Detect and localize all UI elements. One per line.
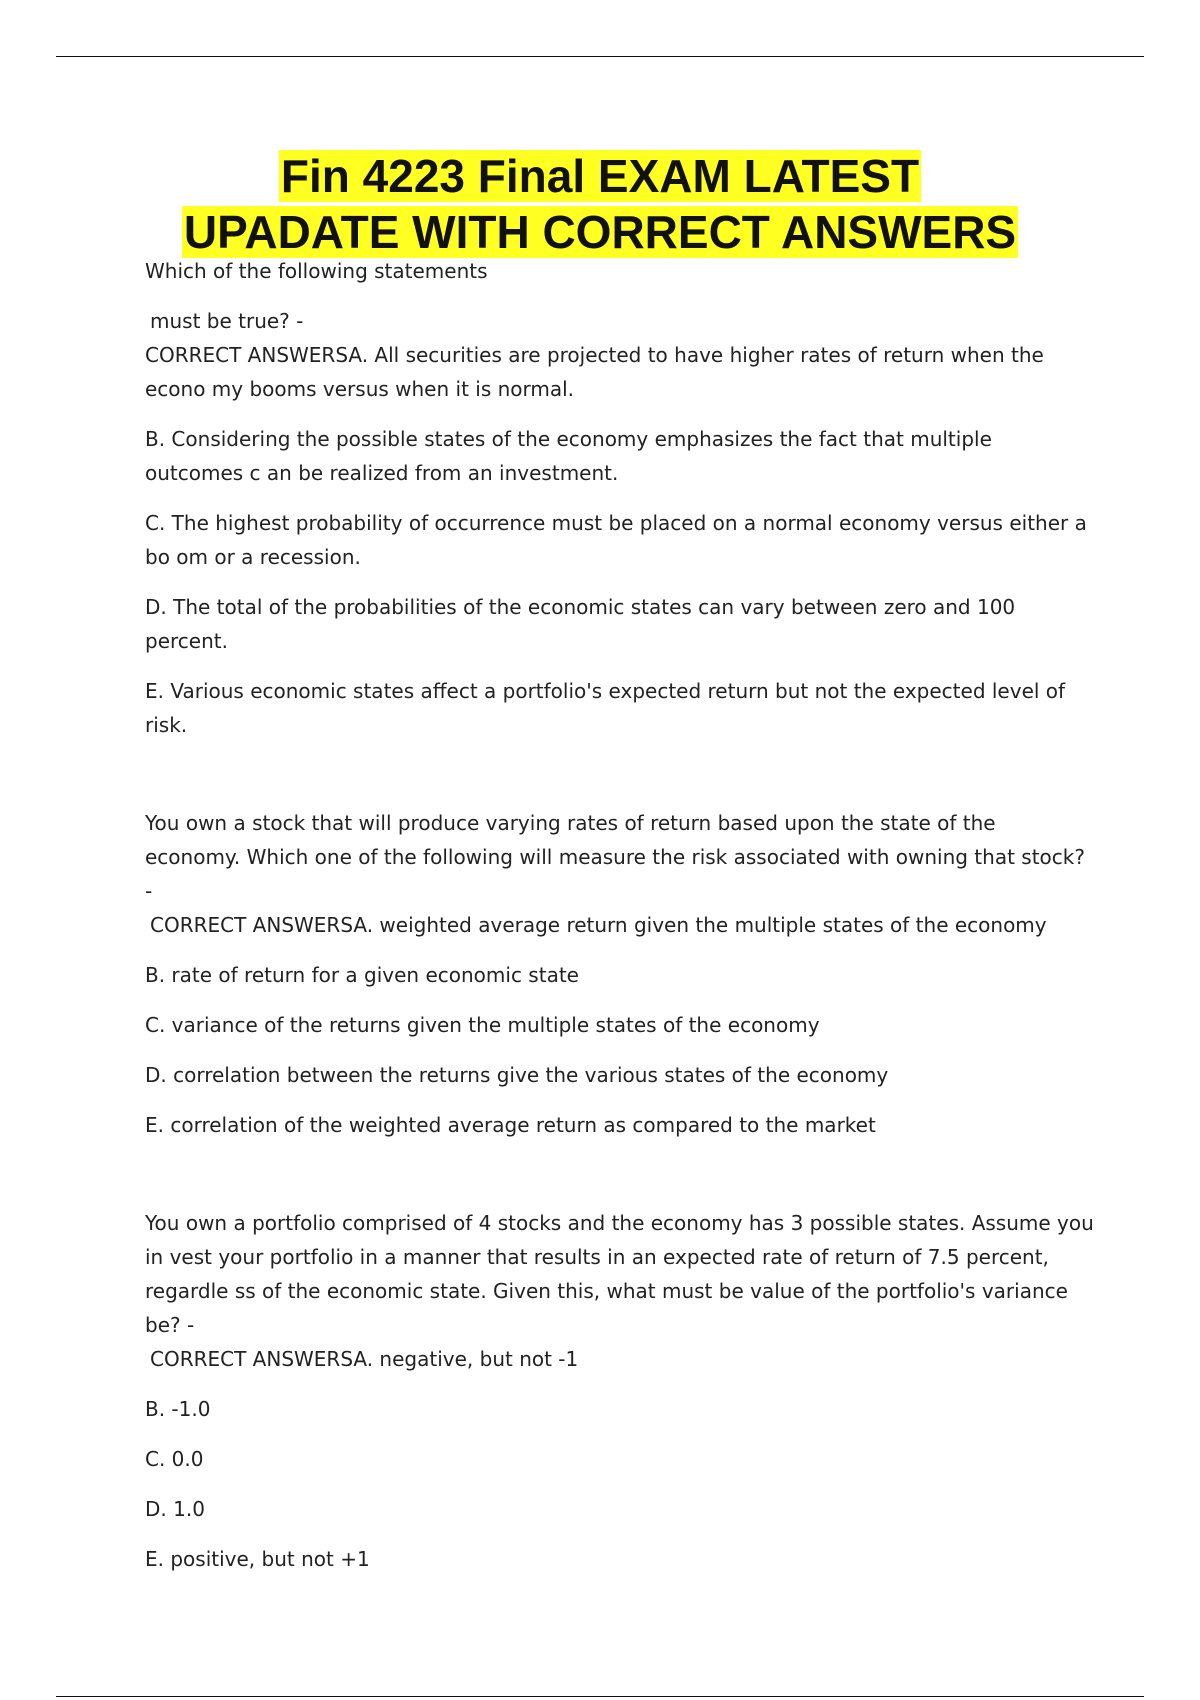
title-line-2: UPADATE WITH CORRECT ANSWERS xyxy=(183,206,1017,258)
question-2-option-d: D. correlation between the returns give the various states of the economy xyxy=(145,1063,889,1087)
question-2-option-b: B. rate of return for a given economic state xyxy=(145,963,579,987)
question-2-option-c: C. variance of the returns given the multiple states of the economy xyxy=(145,1013,820,1037)
question-1-option-b: B. Considering the possible states of the economy emphasizes the fact that multiple outcomes c an be realized from an investment. xyxy=(145,427,992,485)
question-1-option-e: E. Various economic states affect a portfolio's expected return but not the expected level of risk. xyxy=(145,679,1066,737)
question-2-stem: You own a stock that will produce varying rates of return based upon the state of the economy. Which one of the following will measure the risk associated with owning that stock? - xyxy=(145,811,1085,903)
question-1-stem-a: Which of the following statements xyxy=(145,259,488,283)
question-2-option-a: CORRECT ANSWERSA. weighted average return given the multiple states of the economy xyxy=(150,913,1047,937)
question-2-option-e: E. correlation of the weighted average return as compared to the market xyxy=(145,1113,876,1137)
document-body xyxy=(145,254,1095,1592)
question-1-option-a: CORRECT ANSWERSA. All securities are projected to have higher rates of return when the econo my booms versus when it is normal. xyxy=(145,343,1044,401)
question-1-stem-b: must be true? - xyxy=(150,309,304,333)
question-3-option-a: CORRECT ANSWERSA. negative, but not -1 xyxy=(150,1347,579,1371)
question-1-option-c: C. The highest probability of occurrence must be placed on a normal economy versus either a bo om or a recession. xyxy=(145,511,1087,569)
page-title xyxy=(0,148,1200,260)
bottom-rule xyxy=(56,1696,1144,1697)
question-3-option-b: B. -1.0 xyxy=(145,1397,211,1421)
question-3-stem: You own a portfolio comprised of 4 stocks and the economy has 3 possible states. Assume you in vest your portfolio in a manner that results in an expected rate of return of 7.5 percent, regardle ss of the economic state. Given this, what must be value of the portfolio's variance be? - xyxy=(145,1211,1094,1337)
question-3-option-e: E. positive, but not +1 xyxy=(145,1547,370,1571)
top-rule xyxy=(56,56,1144,57)
question-1-option-d: D. The total of the probabilities of the economic states can vary between zero and 100 percent. xyxy=(145,595,1016,653)
question-3-option-c: C. 0.0 xyxy=(145,1447,204,1471)
title-line-1: Fin 4223 Final EXAM LATEST xyxy=(280,150,920,202)
question-3-option-d: D. 1.0 xyxy=(145,1497,205,1521)
